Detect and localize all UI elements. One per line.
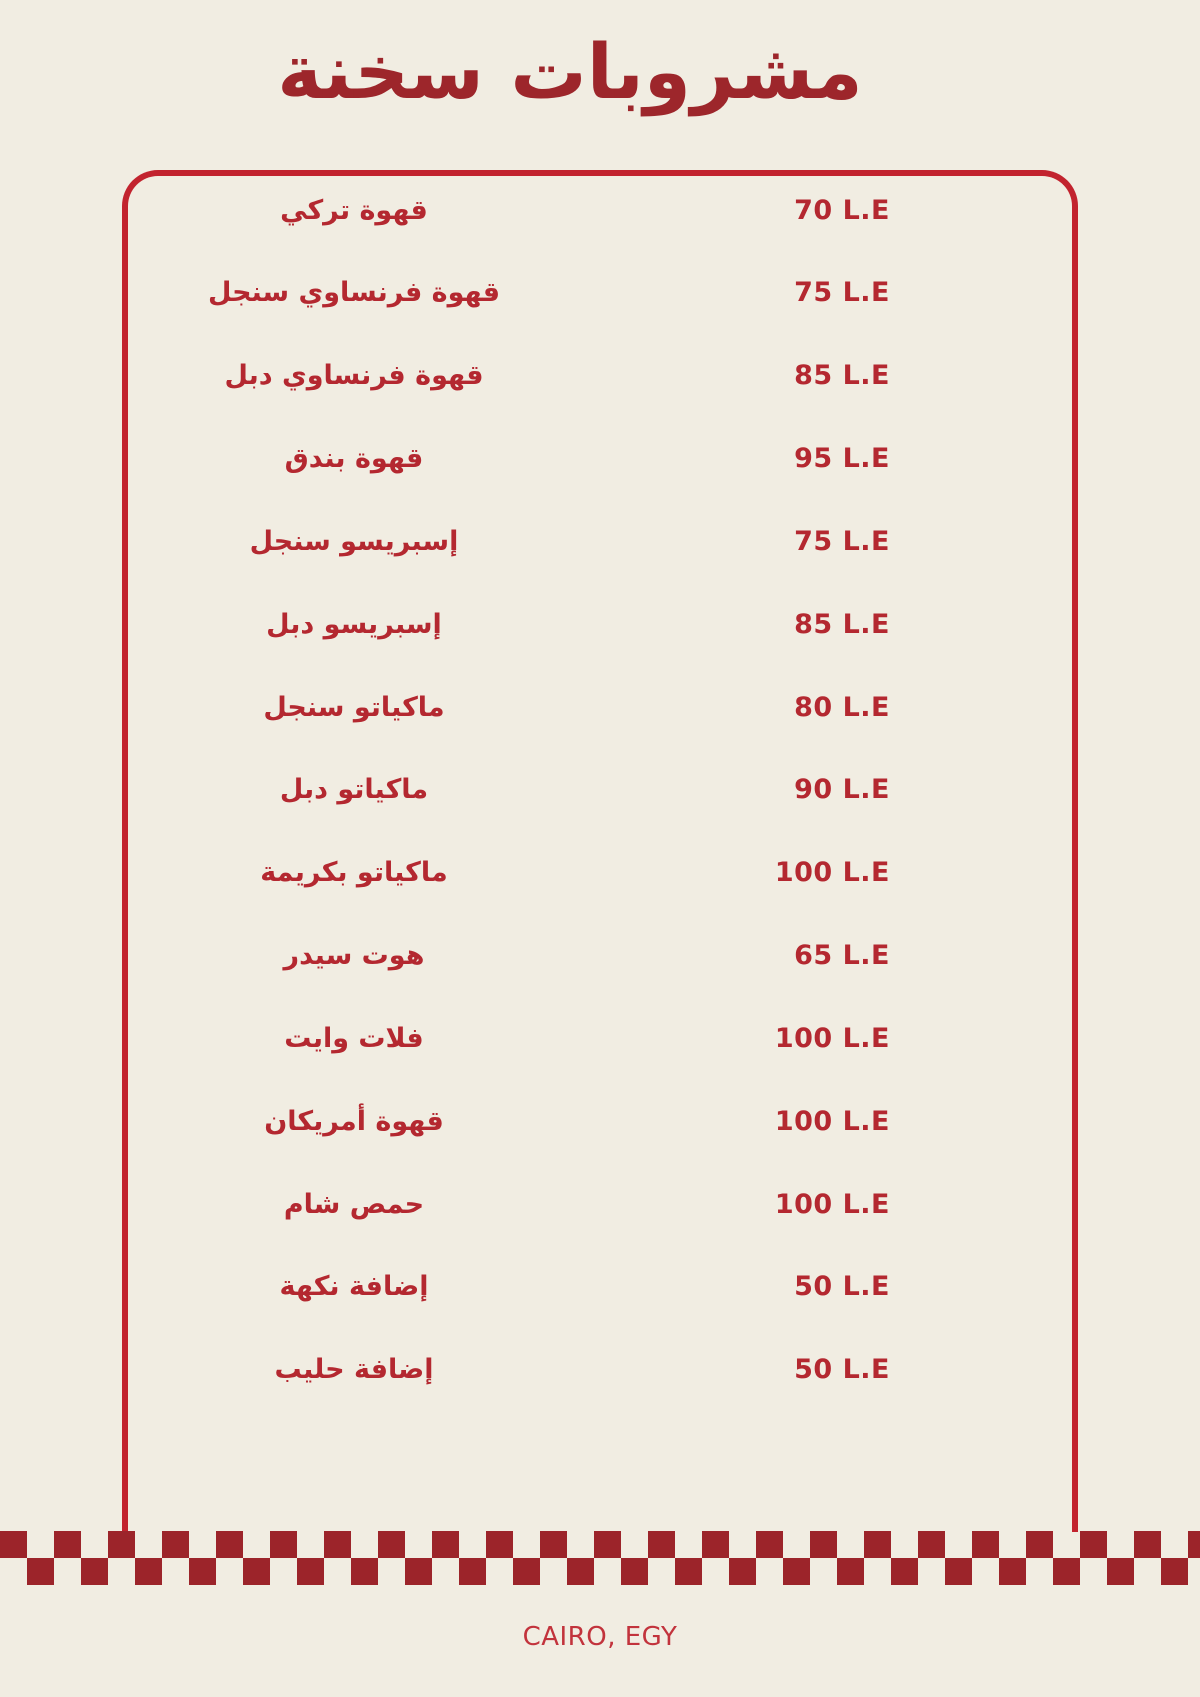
menu-item-row bbox=[128, 1184, 1072, 1224]
item-name: قهوة فرنساوي دبل bbox=[224, 360, 484, 392]
item-name: إضافة نكهة bbox=[279, 1271, 429, 1303]
menu-item-row bbox=[128, 439, 1072, 479]
menu-item-row bbox=[128, 770, 1072, 810]
menu-item-row bbox=[128, 273, 1072, 313]
menu-card bbox=[122, 170, 1078, 1532]
menu-item-row bbox=[128, 190, 1072, 230]
item-name: إسبريسو دبل bbox=[266, 608, 442, 640]
item-name: فلات وايت bbox=[284, 1022, 424, 1054]
item-price: 75 L.E bbox=[794, 277, 890, 309]
item-name: هوت سيدر bbox=[283, 940, 425, 972]
menu-item-row bbox=[128, 1018, 1072, 1058]
menu-item-row bbox=[128, 604, 1072, 644]
item-price: 85 L.E bbox=[794, 360, 890, 392]
page-title: مشروبات سخنة bbox=[277, 27, 863, 116]
checker-border-decoration bbox=[0, 1531, 1200, 1585]
menu-item-row bbox=[128, 521, 1072, 561]
item-name: ماكياتو سنجل bbox=[263, 691, 445, 723]
item-price: 65 L.E bbox=[794, 940, 890, 972]
item-name: إضافة حليب bbox=[274, 1354, 434, 1386]
item-name: ماكياتو دبل bbox=[279, 774, 429, 806]
item-name: قهوة أمريكان bbox=[264, 1105, 444, 1137]
item-price: 70 L.E bbox=[794, 194, 890, 226]
checker-row-bottom bbox=[0, 1558, 1200, 1585]
item-name: قهوة فرنساوي سنجل bbox=[207, 277, 501, 309]
item-name: ماكياتو بكريمة bbox=[260, 857, 448, 889]
item-price: 100 L.E bbox=[774, 1105, 890, 1137]
item-price: 95 L.E bbox=[794, 443, 890, 475]
item-price: 50 L.E bbox=[794, 1271, 890, 1303]
footer-location: CAIRO, EGY bbox=[522, 1622, 678, 1652]
item-name: قهوة تركي bbox=[280, 194, 428, 226]
item-price: 100 L.E bbox=[774, 857, 890, 889]
menu-item-row bbox=[128, 853, 1072, 893]
item-name: قهوة بندق bbox=[284, 443, 424, 475]
checker-row-top bbox=[0, 1531, 1200, 1558]
menu-item-row bbox=[128, 1267, 1072, 1307]
item-price: 90 L.E bbox=[794, 774, 890, 806]
item-price: 80 L.E bbox=[794, 691, 890, 723]
menu-item-row bbox=[128, 1350, 1072, 1390]
item-name: إسبريسو سنجل bbox=[249, 525, 459, 557]
menu-item-row bbox=[128, 687, 1072, 727]
item-price: 100 L.E bbox=[774, 1022, 890, 1054]
menu-item-row bbox=[128, 936, 1072, 976]
menu-item-row bbox=[128, 1101, 1072, 1141]
menu-item-row bbox=[128, 356, 1072, 396]
item-price: 85 L.E bbox=[794, 608, 890, 640]
item-name: حمص شام bbox=[283, 1188, 425, 1220]
item-price: 75 L.E bbox=[794, 525, 890, 557]
item-price: 100 L.E bbox=[774, 1188, 890, 1220]
item-price: 50 L.E bbox=[794, 1354, 890, 1386]
